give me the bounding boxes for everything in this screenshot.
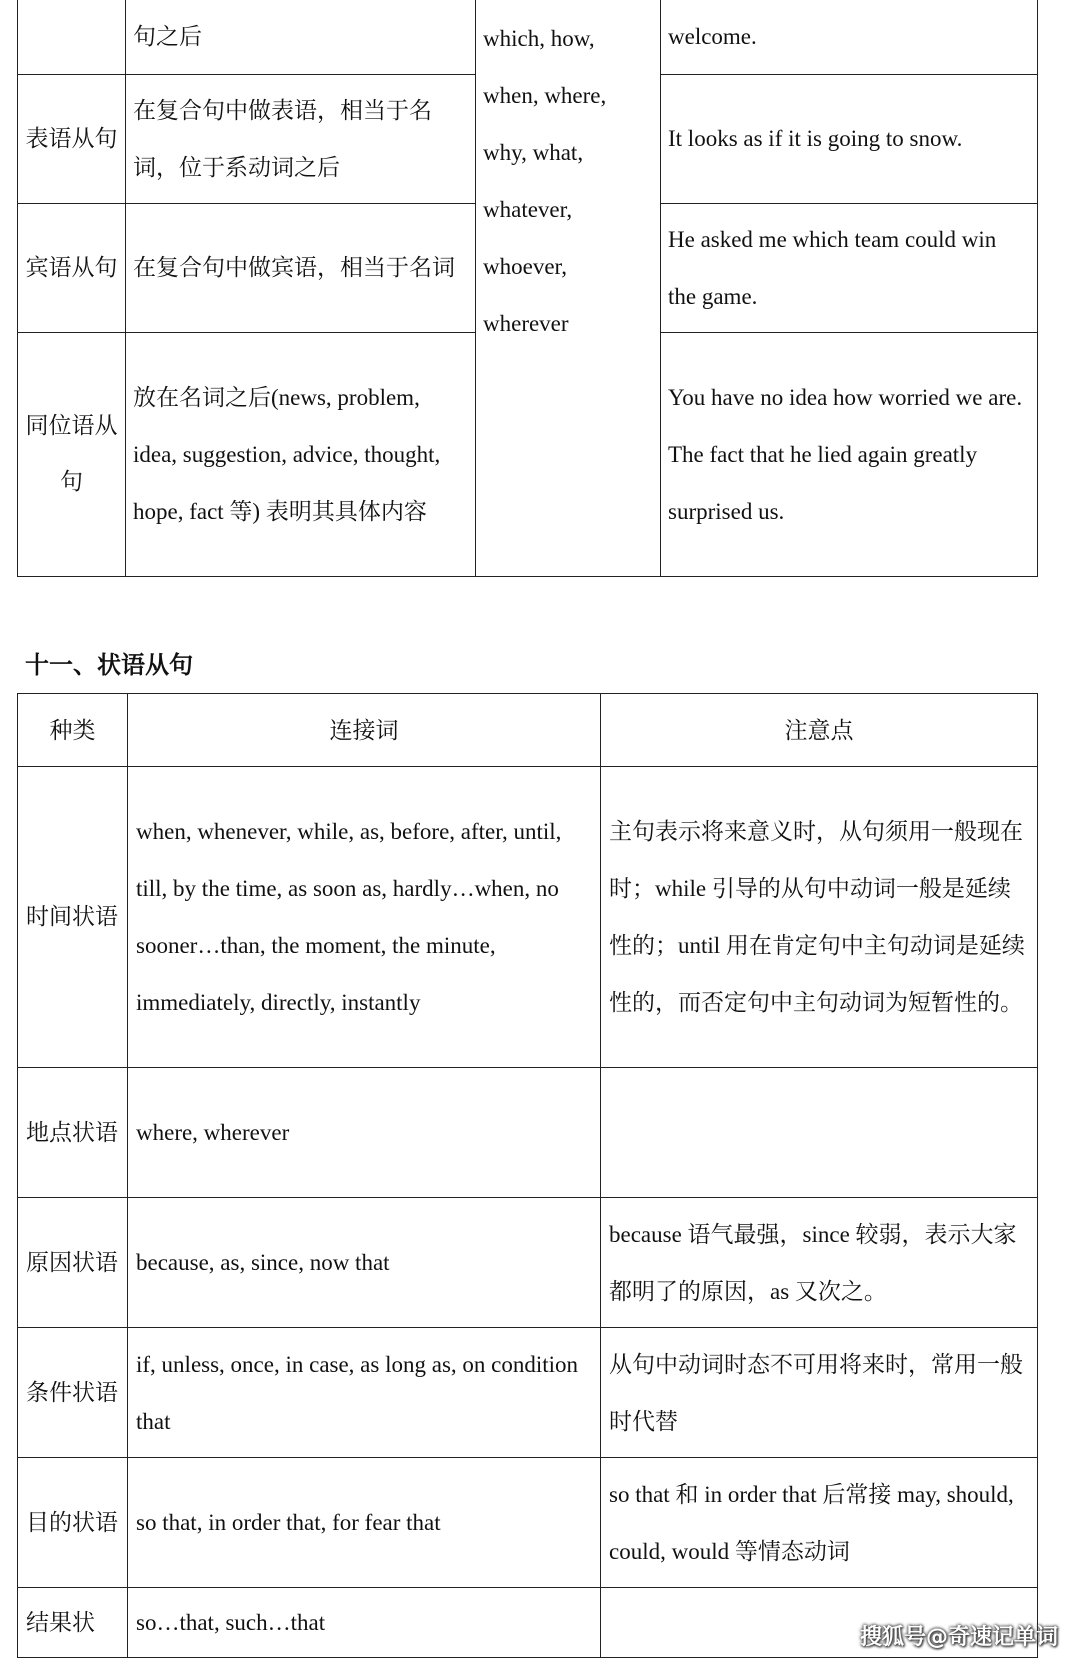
clause-type-cell: 同位语从句 xyxy=(18,332,126,576)
table-row xyxy=(18,1328,1038,1458)
adverbial-type-cell: 目的状语 xyxy=(18,1458,128,1588)
table-row xyxy=(18,0,1038,74)
table-row xyxy=(18,1068,1038,1198)
header-note: 注意点 xyxy=(601,694,1038,767)
adverbial-type-cell: 结果状 xyxy=(18,1588,128,1658)
adverbial-type-cell: 地点状语 xyxy=(18,1068,128,1198)
section-heading: 十一、状语从句 xyxy=(25,651,193,679)
adverbial-note-cell: so that 和 in order that 后常接 may, should, could, would 等情态动词 xyxy=(601,1458,1038,1588)
watermark: 搜狐号@奇速记单词 xyxy=(859,1625,1058,1650)
adverbial-connectors-cell: if, unless, once, in case, as long as, on condition that xyxy=(128,1328,601,1458)
table-row xyxy=(18,767,1038,1068)
adverbial-connectors-cell: so…that, such…that xyxy=(128,1588,601,1658)
clause-desc-cell: 在复合句中做表语，相当于名词，位于系动词之后 xyxy=(126,74,476,203)
example-cell: welcome. xyxy=(661,0,1038,74)
clause-desc-cell: 句之后 xyxy=(126,0,476,74)
adverbial-type-cell: 条件状语 xyxy=(18,1328,128,1458)
adverbial-type-cell: 时间状语 xyxy=(18,767,128,1068)
adverbial-note-cell: 从句中动词时态不可用将来时，常用一般时代替 xyxy=(601,1328,1038,1458)
example-cell: It looks as if it is going to snow. xyxy=(661,74,1038,203)
noun-clause-table xyxy=(17,0,1038,577)
clause-type-cell: 表语从句 xyxy=(18,74,126,203)
adverbial-connectors-cell: where, wherever xyxy=(128,1068,601,1198)
clause-desc-cell: 放在名词之后(news, problem, idea, suggestion, advice, thought, hope, fact 等) 表明其具体内容 xyxy=(126,332,476,576)
adverbial-note-cell: because 语气最强，since 较弱，表示大家都明了的原因，as 又次之。 xyxy=(601,1198,1038,1328)
adverbial-clause-table xyxy=(17,693,1038,1658)
adverbial-type-cell: 原因状语 xyxy=(18,1198,128,1328)
adverbial-connectors-cell: when, whenever, while, as, before, after, until, till, by the time, as soon as, hardly…when, no sooner…than, the moment, the minute, immediately, directly, instantly xyxy=(128,767,601,1068)
adverbial-note-cell: 主句表示将来意义时，从句须用一般现在时；while 引导的从句中动词一般是延续性的；until 用在肯定句中主句动词是延续性的，而否定句中主句动词为短暂性的。 xyxy=(601,767,1038,1068)
clause-type-cell: 宾语从句 xyxy=(18,203,126,332)
clause-desc-cell: 在复合句中做宾语，相当于名词 xyxy=(126,203,476,332)
clause-type-cell xyxy=(18,0,126,74)
example-cell: He asked me which team could win the game. xyxy=(661,203,1038,332)
table-header-row xyxy=(18,694,1038,767)
header-type: 种类 xyxy=(18,694,128,767)
example-cell: You have no idea how worried we are. The fact that he lied again greatly surprised us. xyxy=(661,332,1038,576)
adverbial-connectors-cell: so that, in order that, for fear that xyxy=(128,1458,601,1588)
table-row xyxy=(18,1198,1038,1328)
header-connectors: 连接词 xyxy=(128,694,601,767)
connectors-cell: which, how, when, where, why, what, whatever, whoever, wherever xyxy=(476,0,661,576)
adverbial-connectors-cell: because, as, since, now that xyxy=(128,1198,601,1328)
adverbial-note-cell xyxy=(601,1068,1038,1198)
table-row xyxy=(18,1458,1038,1588)
